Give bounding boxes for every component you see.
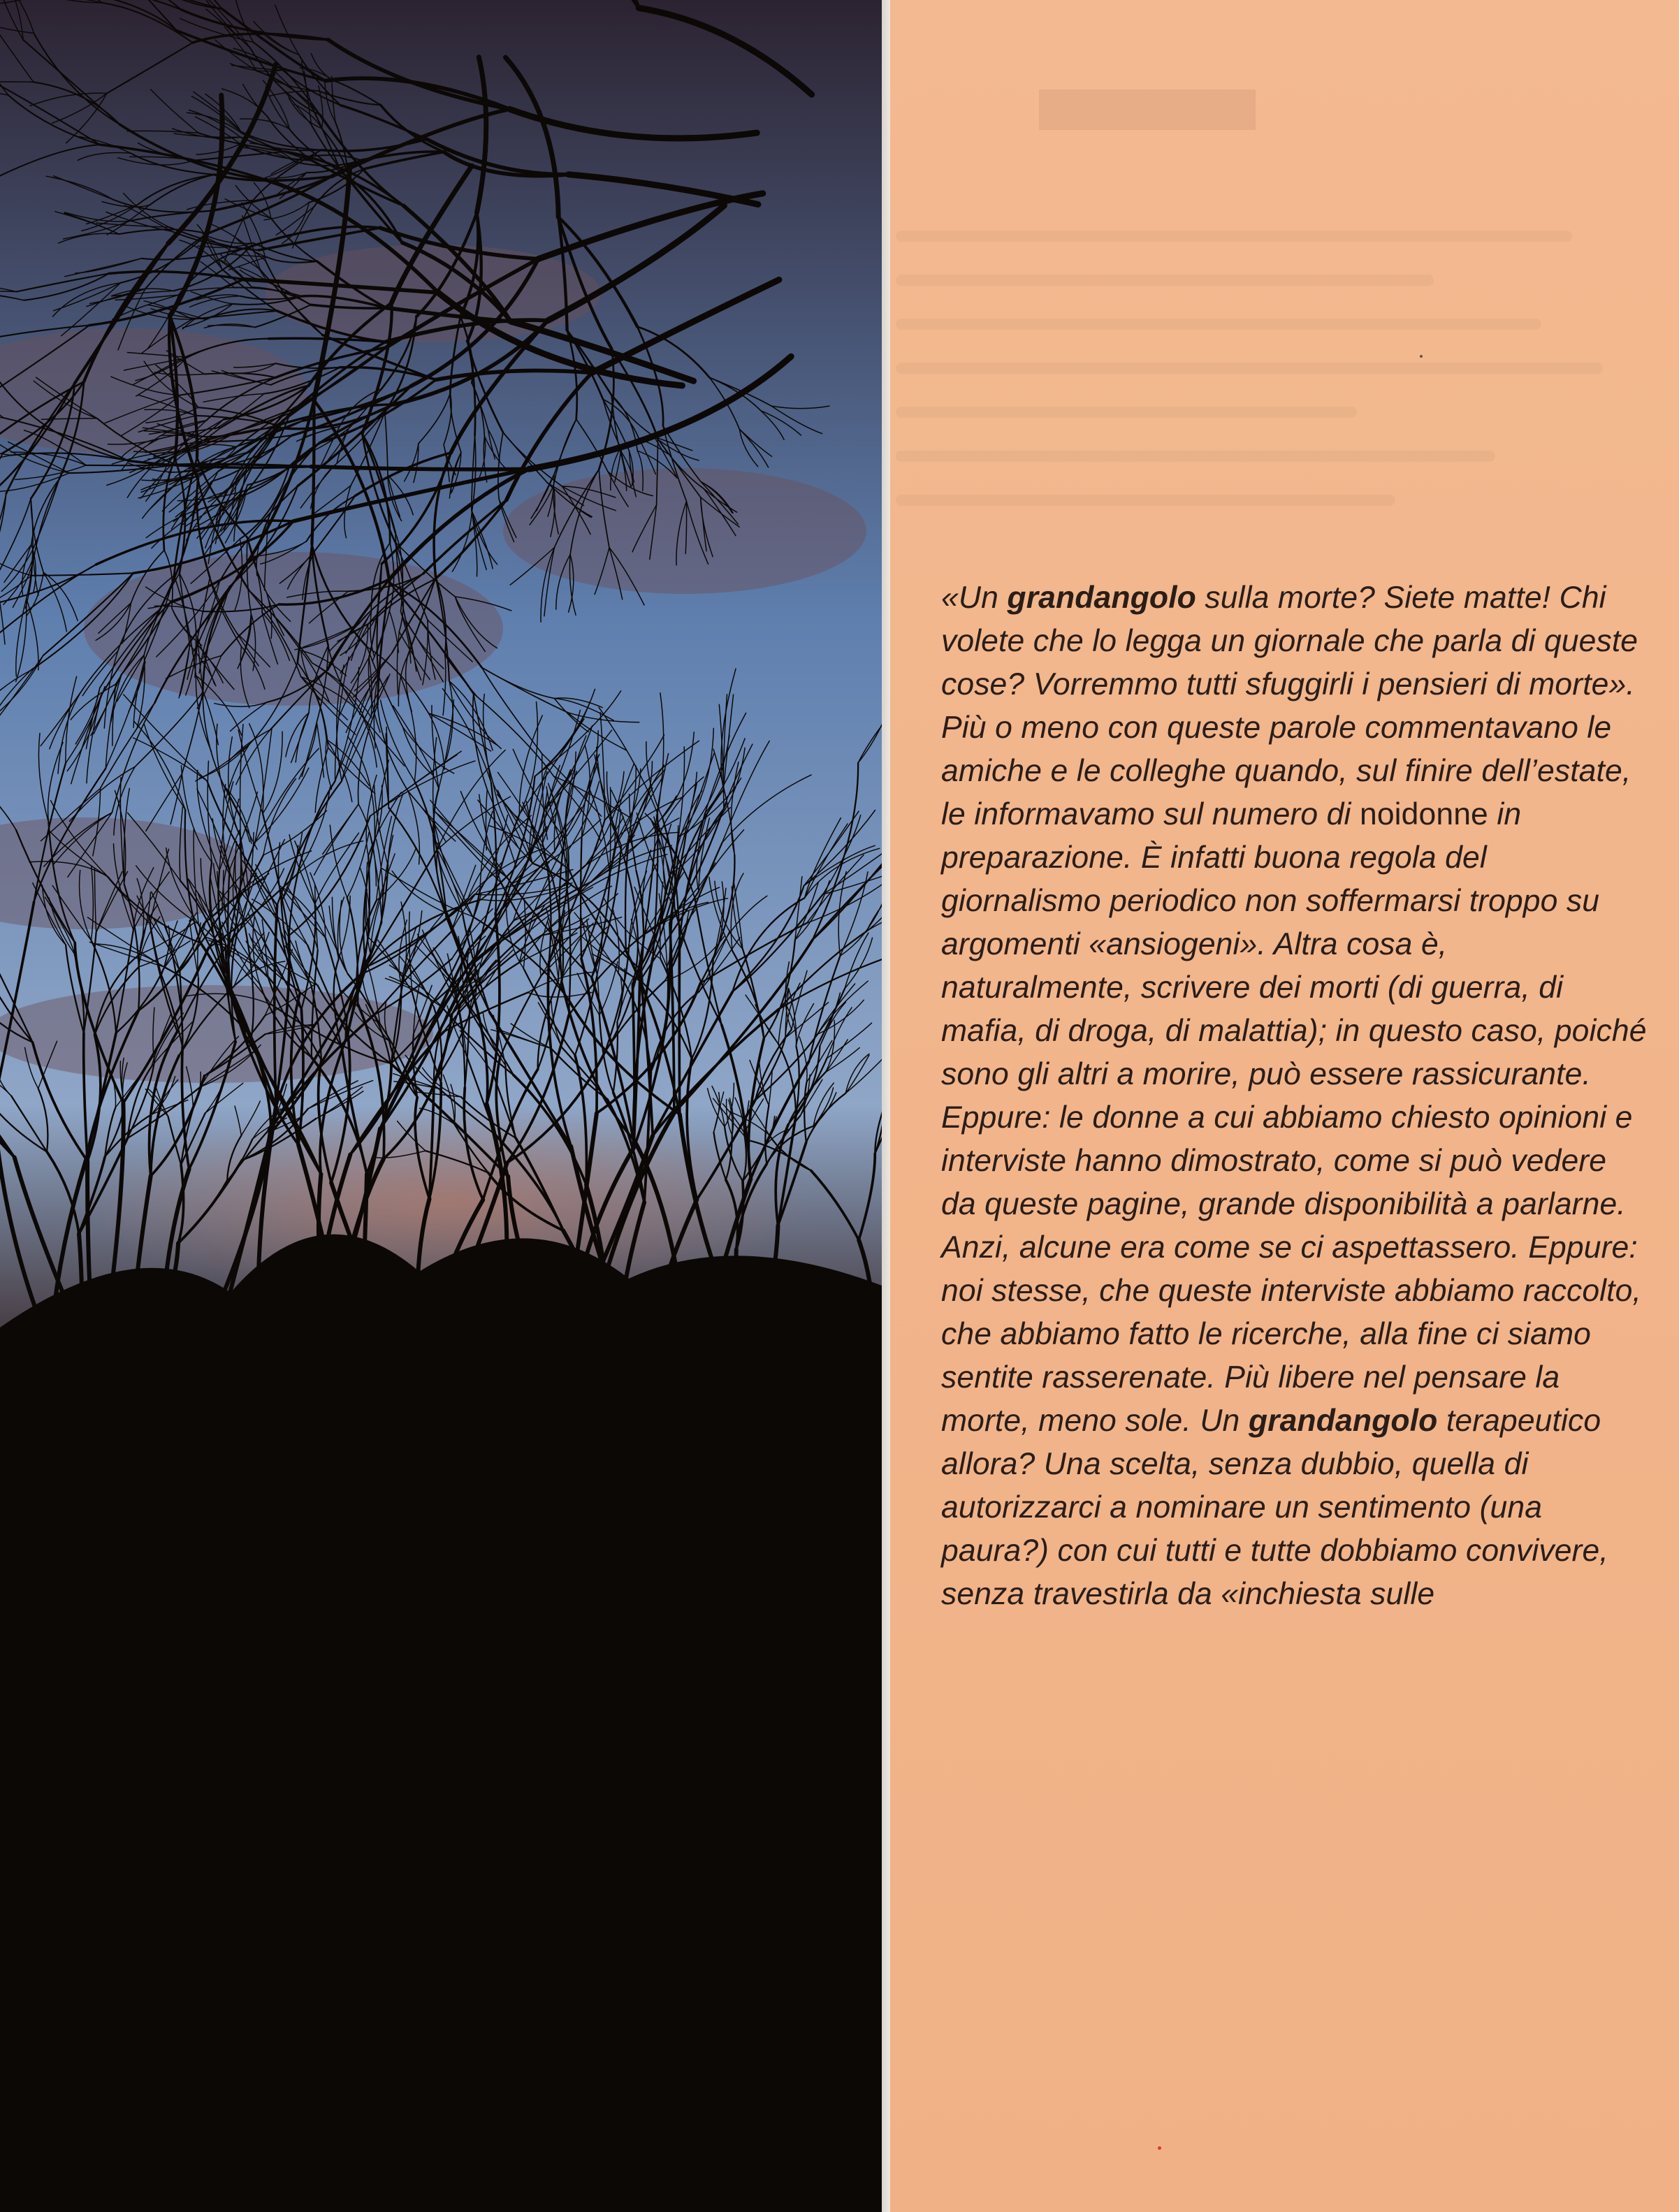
page-gutter bbox=[882, 0, 890, 2212]
text-segment-3: terapeutico allora? Una scelta, senza dubbio, quella di autorizzarci a nominare un sentimento (una paura?) con cui tutti e tutte dobbiamo convivere, senza travestirla da «inchiesta sulle bbox=[941, 1404, 1608, 1611]
text-segment-1: sulla morte? Siete matte! Chi volete che lo legga un giornale che parla di queste cose? Vorremmo tutti sfuggirli i pensieri di morte». Più o meno con queste parole commentavano le amiche e le colleghe quando, sul finire dell’estate, le informavamo sul numero di bbox=[941, 581, 1638, 831]
editorial-text bbox=[941, 576, 1647, 1616]
keyword-grandangolo-2: grandangolo bbox=[1248, 1404, 1438, 1438]
print-speck bbox=[1420, 355, 1423, 358]
print-speck bbox=[1158, 2146, 1161, 2150]
show-through-tab bbox=[1039, 89, 1256, 130]
text-segment-2: in preparazione. È infatti buona regola del giornalismo periodico non soffermarsi troppo su argomenti «ansiogeni». Altra cosa è, naturalmente, scrivere dei morti (di guerra, di mafia, di droga, di malattia); in questo caso, poiché sono gli altri a morire, può essere rassicurante. Eppure: le donne a cui abbiamo chiesto opinioni e interviste hanno dimostrato, come si può vedere da queste pagine, grande disponibilità a parlarne. Anzi, alcune era come se ci aspettassero. Eppure: noi stesse, che queste interviste abbiamo raccolto, che abbiamo fatto le ricerche, alla fine ci siamo sentite rasserenate. Più libere nel pensare la morte, meno sole. Un bbox=[941, 797, 1647, 1438]
show-through-text bbox=[896, 231, 1664, 539]
magazine-name: noidonne bbox=[1359, 797, 1488, 831]
keyword-grandangolo: grandangolo bbox=[1007, 581, 1196, 615]
text-column bbox=[882, 0, 1679, 2212]
open-quote: «Un bbox=[941, 581, 1008, 615]
